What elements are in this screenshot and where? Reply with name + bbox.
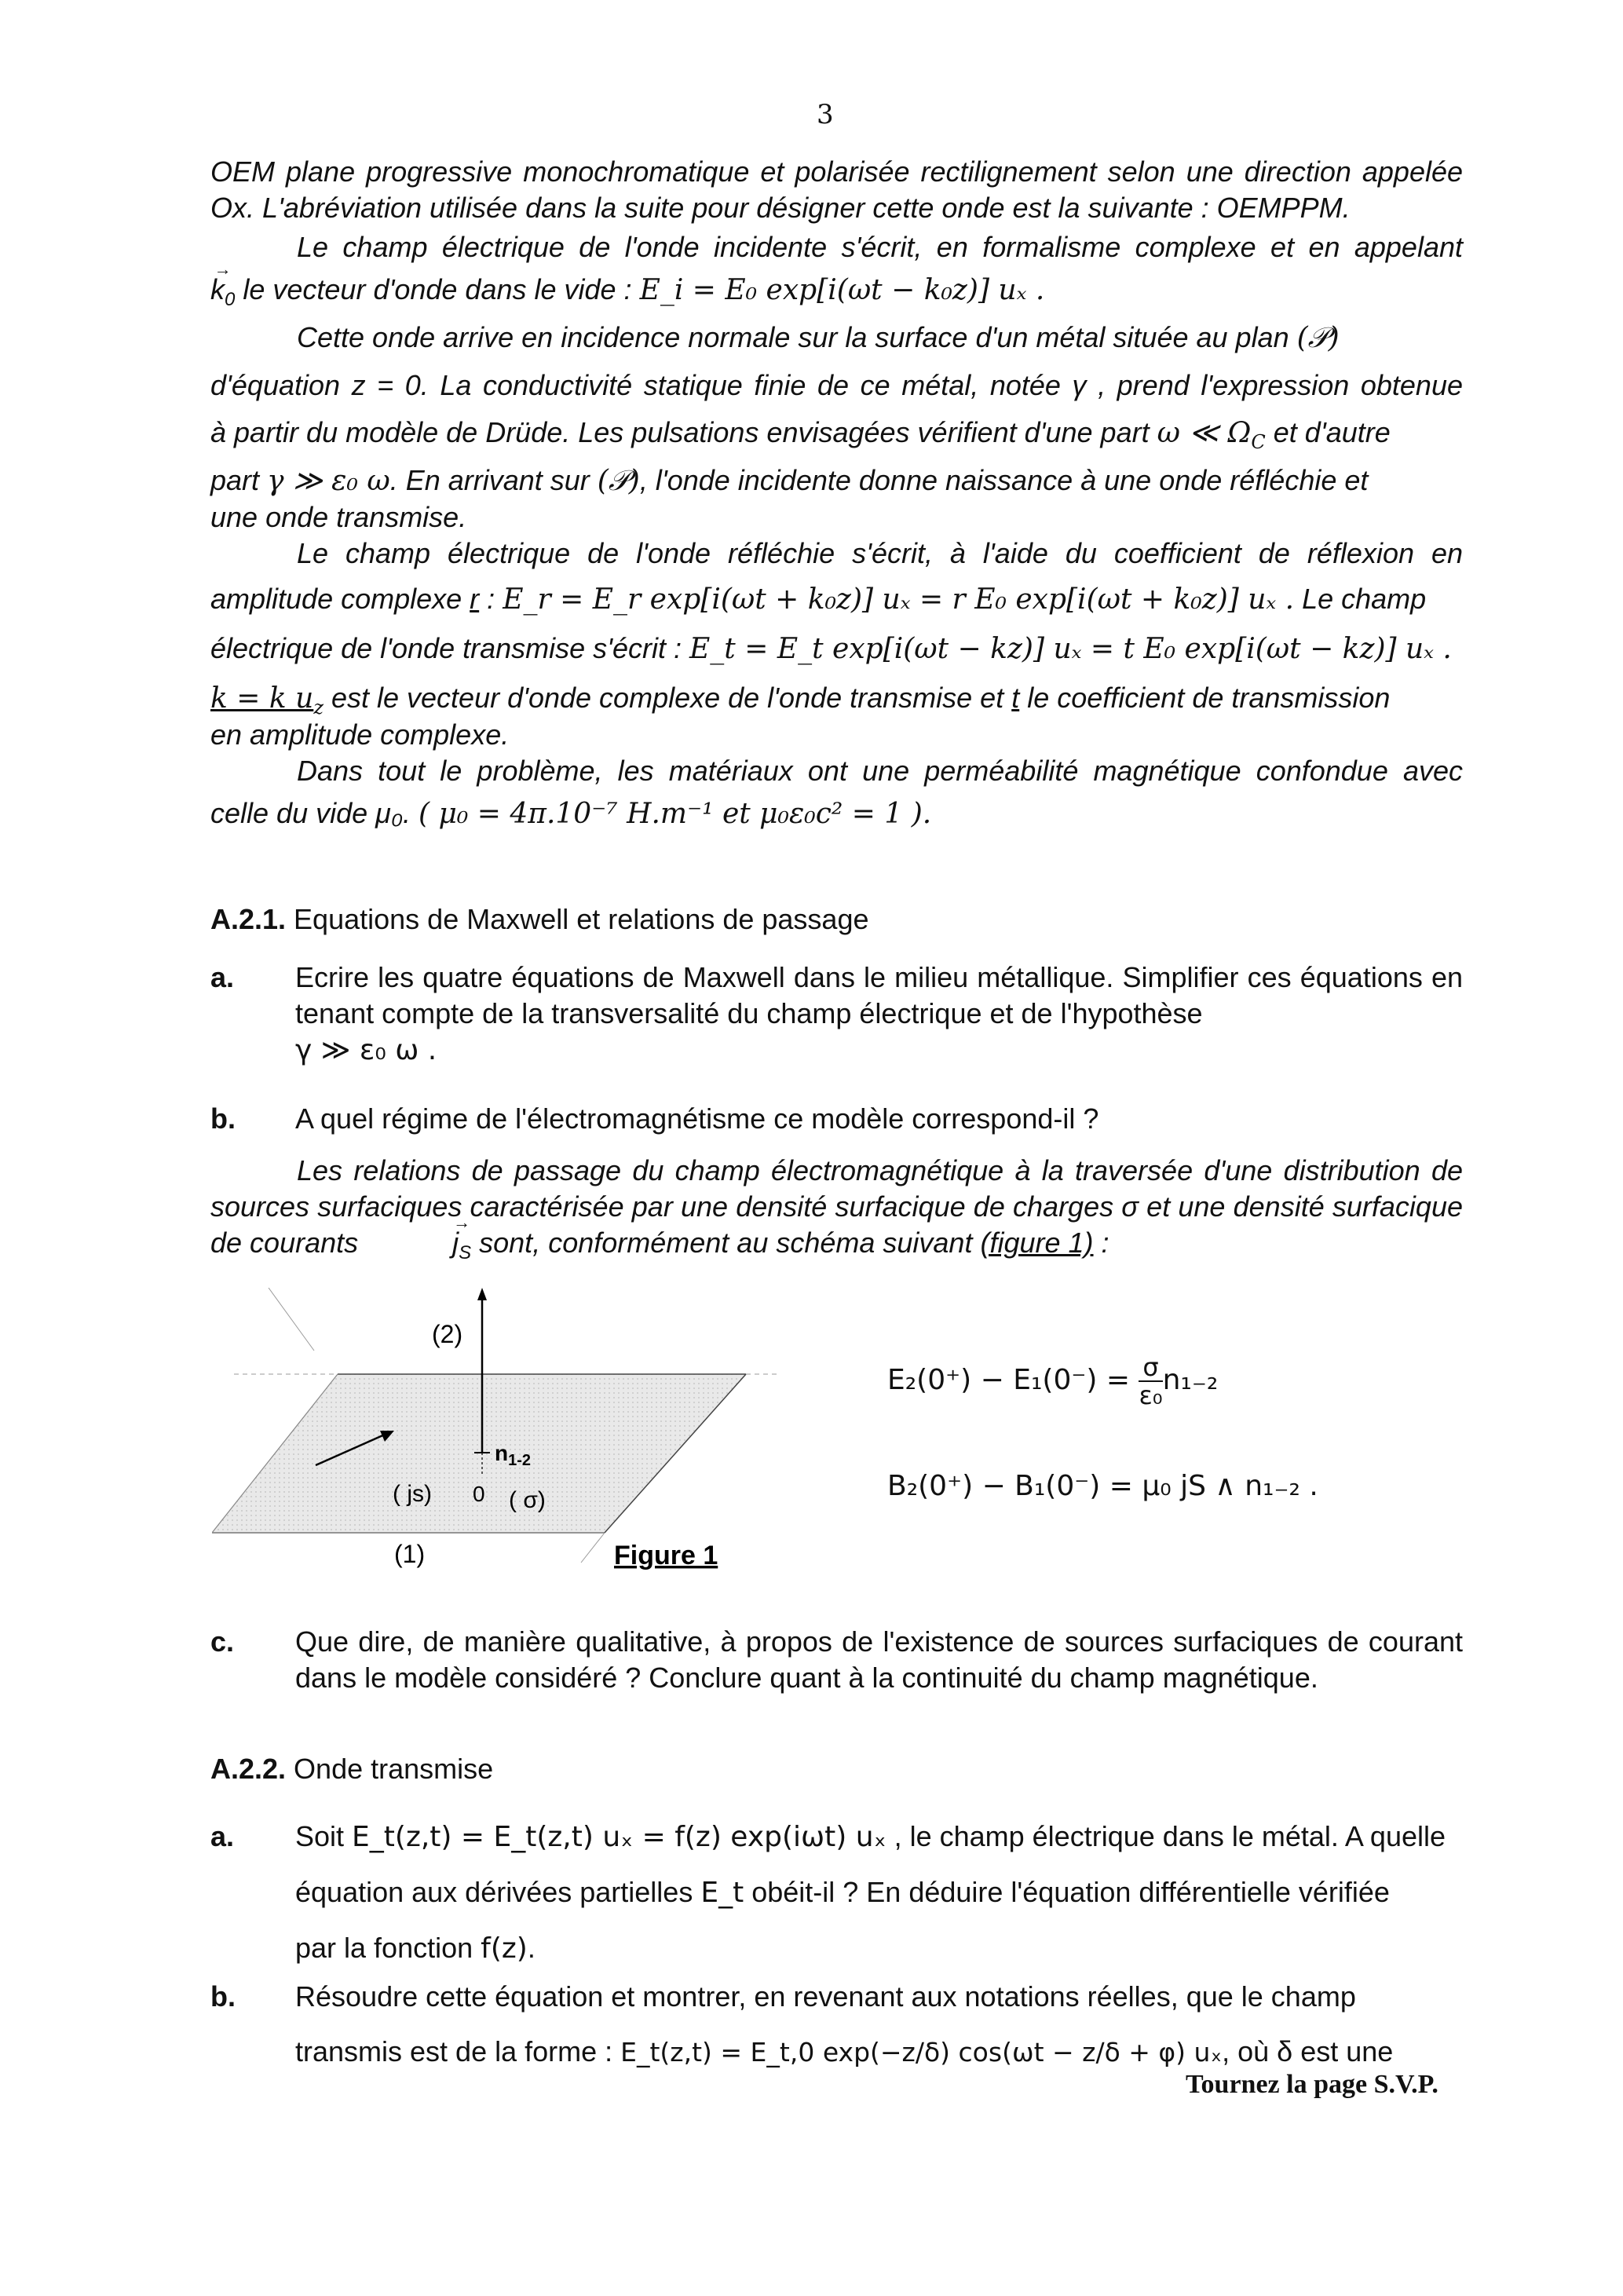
label-medium-1: (1) — [394, 1540, 426, 1568]
passage-intro — [210, 1153, 1463, 1264]
wavevector-text: est le vecteur d'onde complexe de l'onde transmise et — [323, 682, 1012, 714]
js-sub: S — [459, 1242, 472, 1264]
metal-d: part — [210, 464, 268, 496]
passage-text-b: sont, conformément au schéma suivant — [471, 1227, 981, 1259]
fraction-denominator: ε₀ — [1139, 1380, 1163, 1410]
metal-c: à partir du modèle de Drüde. Les pulsations envisagées vérifient d'une part — [210, 416, 1157, 448]
plane-right-ext — [581, 1533, 605, 1563]
figure-reference: (figure 1) — [980, 1227, 1094, 1259]
q-a22b-text-b: transmis est de la forme : — [295, 2035, 621, 2067]
question-a21-c — [210, 1624, 1463, 1696]
page-number: 3 — [817, 99, 834, 130]
section-a21-heading — [210, 903, 869, 936]
question-a21-a — [210, 960, 1463, 1069]
n-symbol: n — [495, 1441, 509, 1465]
question-text: Ecrire les quatre équations de Maxwell dans le milieu métallique. Simplifier ces équations en tenant compte de la transversalité du champ électrique et de l'hypothèse — [295, 961, 1463, 1029]
incident-b-text: le vecteur d'onde dans le vide : — [235, 273, 640, 305]
reflected-colon: : — [479, 583, 503, 615]
section-a22-heading — [210, 1753, 493, 1786]
paragraph-incident-b — [210, 272, 1463, 309]
wavevector-end: le coefficient de transmission — [1019, 682, 1391, 714]
q-a22a-text-f: . — [527, 1932, 536, 1964]
wavevector-sub: z — [313, 696, 324, 719]
question-a22-b — [210, 1969, 1463, 2080]
field-in-metal-equation: E_t(z,t) = E_t(z,t) uₓ = f(z) exp(iωt) uₓ — [352, 1821, 886, 1853]
q-a22a-text-b: , le champ électrique dans le métal. A quelle — [886, 1820, 1446, 1852]
js-vector — [366, 1225, 472, 1264]
permeability-a: Dans tout le problème, les matériaux ont une perméabilité magnétique confondue avec — [297, 755, 1463, 787]
reflected-b-line — [210, 581, 1463, 618]
relation-electric-lhs: E₂(0⁺) − E₁(0⁻) = — [887, 1364, 1139, 1396]
question-body — [295, 1969, 1463, 2080]
q-a22a-text-e: par la fonction — [295, 1932, 481, 1964]
metal-b: d'équation z = 0. La conductivité statique finie de ce métal, notée γ , prend l'expression obtenue — [210, 369, 1463, 401]
reflection-coeff: r — [470, 583, 480, 615]
metal-e: une onde transmise. — [210, 501, 467, 533]
gamma-condition: γ ≫ ε₀ ω — [267, 465, 390, 497]
permeability-b-text: celle du vide μ₀. — [210, 797, 419, 829]
plane-symbol-2: (𝒫) — [597, 465, 640, 497]
question-body — [295, 1809, 1463, 1976]
q-a22a-text-c: équation aux dérivées partielles — [295, 1876, 701, 1908]
question-body — [295, 960, 1463, 1069]
paragraph-metal — [210, 320, 1463, 356]
wavevector-line — [210, 680, 1463, 717]
gamma-hypothesis: γ ≫ ε₀ ω . — [295, 1034, 437, 1066]
normal-arrowhead — [477, 1288, 487, 1300]
passage-text-a: Les relations de passage du champ électromagnétique à la traversée d'une distribution de sources surfaciques caractérisée par une densité surfacique de charges σ et une densité surfacique de courants — [210, 1154, 1463, 1259]
footer-turn-page: Tournez la page S.V.P. — [1186, 2070, 1438, 2099]
section-a21-title: Equations de Maxwell et relations de passage — [286, 903, 869, 935]
reflected-b-end: Le champ — [1294, 583, 1427, 615]
reflected-a: Le champ électrique de l'onde réfléchie s'écrit, à l'aide du coefficient de réflexion en — [297, 537, 1463, 569]
paragraph-incident-a: Le champ électrique de l'onde incidente s'écrit, en formalisme complexe et en appelant — [297, 231, 1463, 263]
passage-paragraph — [210, 1153, 1463, 1264]
metal-d-end: , l'onde incidente donne naissance à une onde réfléchie et — [639, 464, 1369, 496]
q-a22a-text-a: Soit — [295, 1820, 353, 1852]
metal-a: Cette onde arrive en incidence normale sur la surface d'un métal située au plan — [297, 321, 1297, 353]
n-sub: 1-2 — [508, 1452, 532, 1469]
question-label: b. — [210, 1102, 236, 1135]
reflected-b-text: amplitude complexe — [210, 583, 470, 615]
amplitude-complexe: en amplitude complexe. — [210, 718, 510, 751]
question-label: b. — [210, 1980, 236, 2013]
paragraph-oem: OEM plane progressive monochromatique et polarisée rectilignement selon une direction appelée Ox. L'abréviation utilisée dans la suite pour désigner cette onde est la suivante : OEMPPM. — [210, 155, 1463, 224]
metal-c-line — [210, 415, 1463, 452]
relation-electric-normal: n₁₋₂ — [1162, 1364, 1219, 1396]
plane-symbol: (𝒫) — [1296, 322, 1340, 354]
function-f: f(z) — [481, 1932, 528, 1965]
omega-condition: ω ≪ Ω — [1157, 417, 1252, 449]
q-a22b-text-c: , où δ est une — [1222, 2035, 1394, 2067]
sigma-fraction — [1139, 1354, 1162, 1409]
intro-text — [210, 154, 1463, 832]
transmitted-field-equation: E_t = E_t exp[i(ωt − kz)] uₓ = t E₀ exp[i(ωt − kz)] uₓ . — [689, 633, 1452, 665]
question-a22-a — [210, 1809, 1463, 1976]
relation-magnetic: B₂(0⁺) − B₁(0⁻) = μ₀ jS ∧ n₁₋₂ . — [887, 1470, 1318, 1502]
label-origin: 0 — [473, 1482, 485, 1506]
question-text: Que dire, de manière qualitative, à propos de l'existence de sources surfaciques de courant dans le modèle considéré ? Conclure quant à la continuité du champ magnétique. — [295, 1625, 1463, 1694]
question-a21-b — [210, 1101, 1463, 1137]
q-a22a-text-d: obéit-il ? En déduire l'équation différentielle vérifiée — [744, 1876, 1390, 1908]
js-symbol: j — [452, 1227, 459, 1259]
question-label: c. — [210, 1625, 235, 1658]
metal-c-end: et d'autre — [1265, 416, 1391, 448]
figure-caption: Figure 1 — [614, 1541, 718, 1570]
metal-d-line — [210, 462, 1463, 499]
wavevector-equation: k = k u — [210, 682, 314, 715]
fraction-numerator: σ — [1139, 1354, 1162, 1382]
axis-ext-left — [269, 1288, 314, 1351]
question-label: a. — [210, 1820, 235, 1852]
section-a21-number: A.2.1. — [210, 903, 287, 935]
transmitted-real-field: E_t(z,t) = E_t,0 exp(−z/δ) cos(ωt − z/δ + φ) uₓ — [620, 2037, 1223, 2067]
k0-sub: 0 — [225, 289, 236, 311]
transmitted-c-line — [210, 631, 1463, 667]
section-a22-title: Onde transmise — [286, 1753, 494, 1785]
question-label: a. — [210, 961, 235, 993]
k0-symbol: k — [210, 273, 225, 305]
question-text: A quel régime de l'électromagnétisme ce modèle correspond-il ? — [295, 1102, 1099, 1135]
relation-electric — [887, 1354, 1218, 1409]
figure-1 — [212, 1288, 793, 1570]
incident-field-equation: E_i = E₀ exp[i(ωt − k₀z)] uₓ . — [639, 274, 1045, 306]
label-js: ( js) — [393, 1481, 432, 1507]
metal-d-text: . En arrivant sur — [389, 464, 598, 496]
label-sigma: ( σ) — [509, 1487, 546, 1513]
omega-condition-sub: C — [1251, 431, 1266, 454]
passage-text-c: : — [1093, 1227, 1109, 1259]
permeability-b-line — [210, 795, 1463, 832]
section-a22-number: A.2.2. — [210, 1753, 287, 1785]
label-medium-2: (2) — [432, 1320, 463, 1348]
q-a22b-text-a: Résoudre cette équation et montrer, en revenant aux notations réelles, que le champ — [295, 1980, 1356, 2013]
k0-vector — [210, 272, 236, 311]
transmitted-c-text: électrique de l'onde transmise s'écrit : — [210, 632, 690, 664]
reflected-field-equation: E_r = E_r exp[i(ωt + k₀z)] uₓ = r E₀ exp[i(ωt + k₀z)] uₓ . — [503, 583, 1295, 616]
transmission-coeff: t — [1011, 682, 1020, 714]
field-symbol: E_t — [700, 1877, 744, 1909]
permeability-equation: ( μ₀ = 4π.10⁻⁷ H.m⁻¹ et μ₀ε₀c² = 1 ). — [419, 798, 932, 830]
